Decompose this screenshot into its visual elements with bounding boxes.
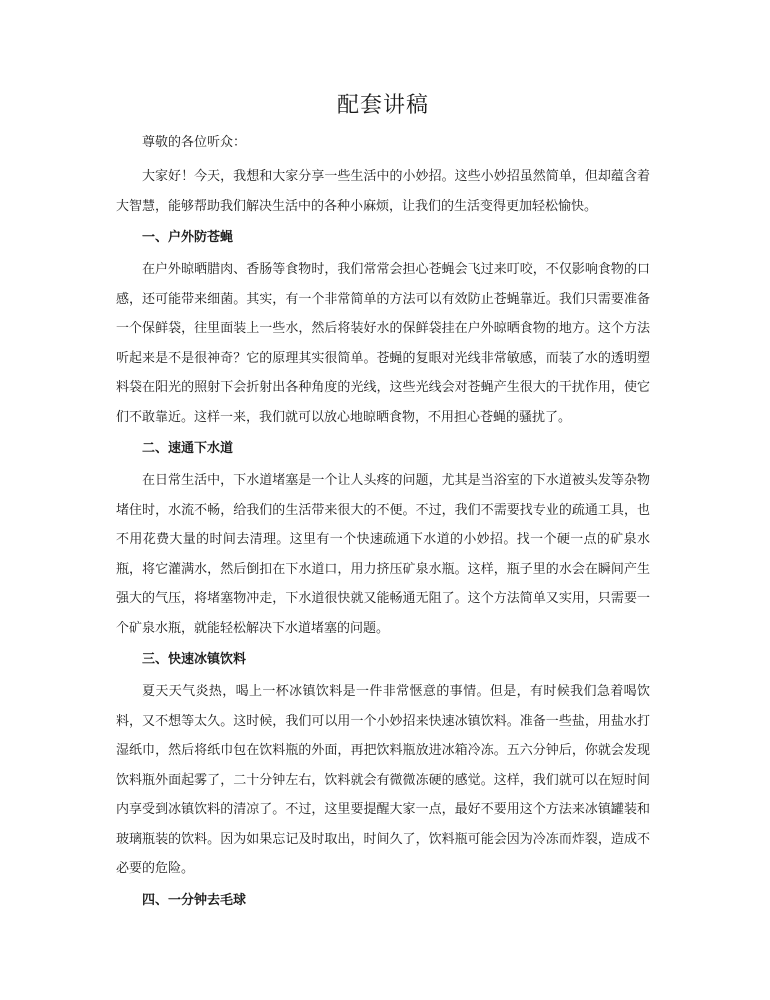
section-body-drain: 在日常生活中，下水道堵塞是一个让人头疼的问题，尤其是当浴室的下水道被头发等杂物堵住时，水流不畅，给我们的生活带来很大的不便。不过，我们不需要找专业的疏通工具，也不用花费大量的时间去清理。这里有一个快速疏通下水道的小妙招。找一个硬一点的矿泉水瓶，将它灌满水，然后倒扣在下水道口，用力挤压矿泉水瓶。这样，瓶子里的水会在瞬间产生强大的气压，将堵塞物冲走，下水道很快就又能畅通无阻了。这个方法简单又实用，只需要一个矿泉水瓶，就能轻松解决下水道堵塞的问题。: [116, 473, 650, 636]
intro-paragraph: 大家好！今天，我想和大家分享一些生活中的小妙招。这些小妙招虽然简单，但却蕴含着大智慧，能够帮助我们解决生活中的各种小麻烦，让我们的生活变得更加轻松愉快。: [116, 169, 650, 214]
salutation: 尊敬的各位听众：: [142, 135, 247, 150]
section-heading-chill-drinks: 三、快速冰镇饮料: [142, 652, 247, 667]
section-body-flies: 在户外晾晒腊肉、香肠等食物时，我们常常会担心苍蝇会飞过来叮咬，不仅影响食物的口感，还可能带来细菌。其实，有一个非常简单的方法可以有效防止苍蝇靠近。我们只需要准备一个保鲜袋，往里面装上一些水，然后将装好水的保鲜袋挂在户外晾晒食物的地方。这个方法听起来是不是很神奇？它的原理其实很简单。苍蝇的复眼对光线非常敏感，而装了水的透明塑料袋在阳光的照射下会折射出各种角度的光线，这些光线会对苍蝇产生很大的干扰作用，使它们不敢靠近。这样一来，我们就可以放心地晾晒食物，不用担心苍蝇的骚扰了。: [116, 262, 650, 425]
section-body-chill-drinks: 夏天天气炎热，喝上一杯冰镇饮料是一件非常惬意的事情。但是，有时候我们急着喝饮料，又不想等太久。这时候，我们可以用一个小妙招来快速冰镇饮料。准备一些盐，用盐水打湿纸巾，然后将纸巾包在饮料瓶的外面，再把饮料瓶放进冰箱冷冻。五六分钟后，你就会发现饮料瓶外面起雾了，二十分钟左右，饮料就会有微微冻硬的感觉。这样，我们就可以在短时间内享受到冰镇饮料的清凉了。不过，这里要提醒大家一点，最好不要用这个方法来冰镇罐装和玻璃瓶装的饮料。因为如果忘记及时取出，时间久了，饮料瓶可能会因为冷冻而炸裂，造成不必要的危险。: [116, 684, 650, 876]
section-heading-drain: 二、速通下水道: [142, 441, 234, 456]
section-heading-flies: 一、户外防苍蝇: [142, 230, 234, 245]
document-title: 配套讲稿: [336, 93, 429, 118]
document-content: [116, 90, 650, 918]
section-heading-lint: 四、一分钟去毛球: [142, 892, 247, 908]
